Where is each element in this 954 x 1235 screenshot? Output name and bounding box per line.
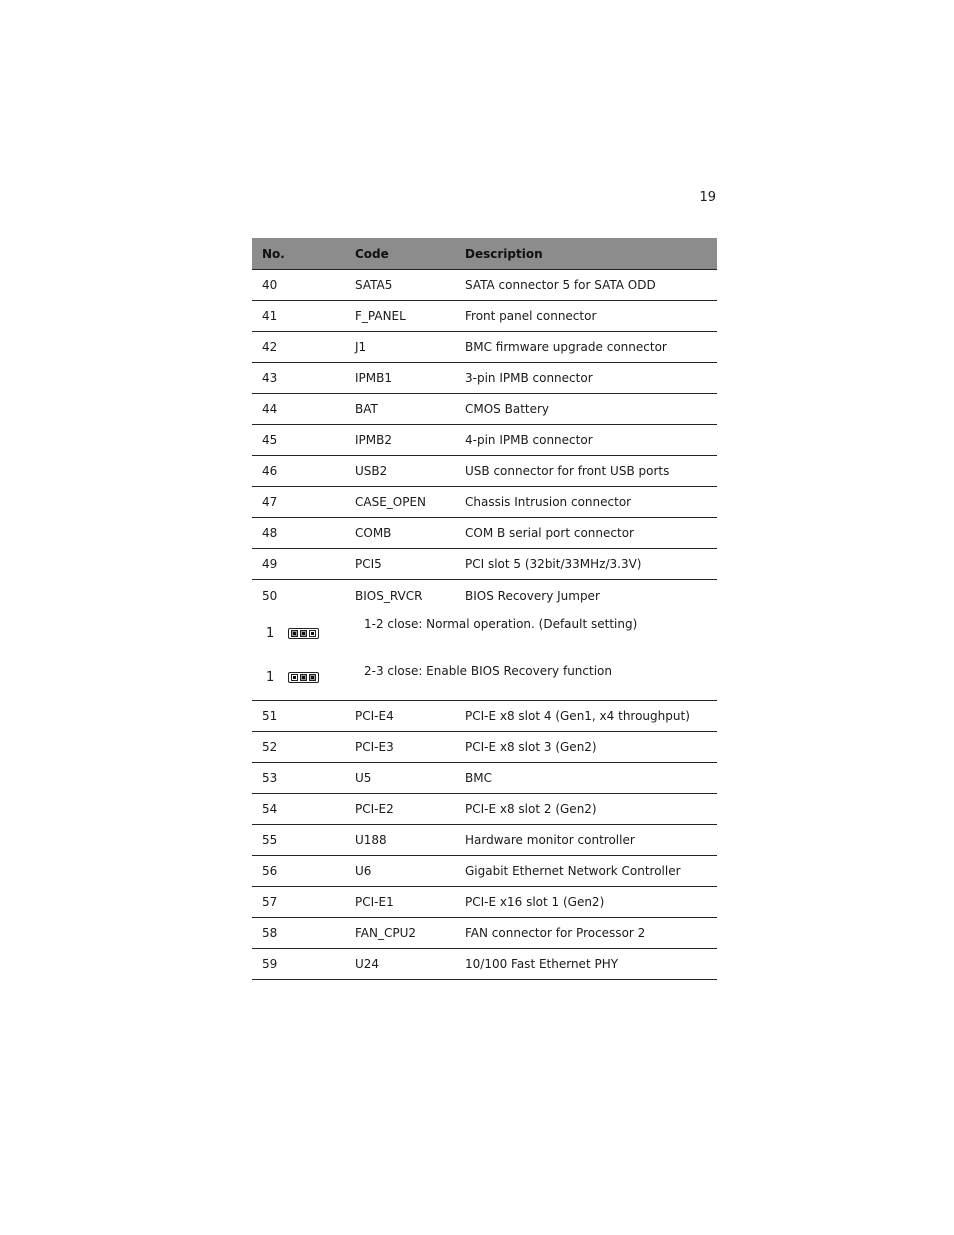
cell-code: PCI5 [355, 557, 382, 571]
cell-no: 41 [262, 309, 278, 323]
cell-no: 40 [262, 278, 278, 292]
cell-no: 43 [262, 371, 278, 385]
header-code: Code [355, 246, 389, 261]
cell-no: 47 [262, 495, 278, 509]
cell-code: PCI-E2 [355, 802, 394, 816]
table-row [252, 456, 717, 487]
cell-no: 48 [262, 526, 278, 540]
pin-icon [291, 674, 298, 681]
table-row [252, 363, 717, 394]
cell-code: U6 [355, 864, 372, 878]
table-row [252, 487, 717, 518]
cell-description: USB connector for front USB ports [465, 464, 670, 478]
table-row [252, 549, 717, 580]
table-header [252, 238, 717, 270]
table-row [252, 301, 717, 332]
cell-code: COMB [355, 526, 392, 540]
jumper-figure-2-3 [266, 670, 319, 685]
cell-no: 52 [262, 740, 278, 754]
cell-description: BMC [465, 771, 492, 785]
cell-no: 57 [262, 895, 278, 909]
cell-code: FAN_CPU2 [355, 926, 417, 940]
cell-description: PCI-E x8 slot 2 (Gen2) [465, 802, 597, 816]
jumper-settings [252, 611, 717, 701]
cell-code: PCI-E1 [355, 895, 394, 909]
pin-1-label: 1 [266, 626, 275, 641]
cell-no: 44 [262, 402, 278, 416]
table-body-top [252, 270, 717, 580]
cell-description: CMOS Battery [465, 402, 550, 416]
cell-code: USB2 [355, 464, 388, 478]
cell-no: 58 [262, 926, 278, 940]
table-row [252, 918, 717, 949]
cell-code: CASE_OPEN [355, 495, 427, 509]
cell-description: 10/100 Fast Ethernet PHY [465, 957, 619, 971]
cell-no: 59 [262, 957, 278, 971]
jumper-setting-1: 1-2 close: Normal operation. (Default setting) [364, 617, 638, 631]
table-row [252, 763, 717, 794]
cell-description: Chassis Intrusion connector [465, 495, 632, 509]
cell-code: U5 [355, 771, 372, 785]
cell-no: 51 [262, 709, 278, 723]
table-row [252, 518, 717, 549]
cell-code: PCI-E3 [355, 740, 394, 754]
pin-icon [309, 630, 316, 637]
cell-description: FAN connector for Processor 2 [465, 926, 646, 940]
pin-icon [309, 674, 316, 681]
cell-code: SATA5 [355, 278, 393, 292]
pin-1-label: 1 [266, 670, 275, 685]
cell-code: U24 [355, 957, 380, 971]
connector-table [252, 238, 717, 980]
cell-description: PCI-E x16 slot 1 (Gen2) [465, 895, 605, 909]
cell-no: 53 [262, 771, 278, 785]
cell-description: PCI slot 5 (32bit/33MHz/3.3V) [465, 557, 642, 571]
cell-description: Gigabit Ethernet Network Controller [465, 864, 681, 878]
table-row [252, 794, 717, 825]
pin-icon [300, 674, 307, 681]
table-row [252, 732, 717, 763]
cell-code: F_PANEL [355, 309, 406, 323]
pin-icon [300, 630, 307, 637]
cell-code: IPMB1 [355, 371, 392, 385]
cell-description: Front panel connector [465, 309, 597, 323]
jumper-header-icon [288, 672, 319, 683]
cell-no: 54 [262, 802, 278, 816]
cell-no: 42 [262, 340, 278, 354]
table-body-bottom [252, 701, 717, 980]
cell-code: BIOS_RVCR [355, 588, 423, 603]
cell-no: 45 [262, 433, 278, 447]
header-description: Description [465, 246, 543, 261]
cell-description: PCI-E x8 slot 3 (Gen2) [465, 740, 597, 754]
cell-description: 3-pin IPMB connector [465, 371, 593, 385]
table-row [252, 270, 717, 301]
cell-description: 4-pin IPMB connector [465, 433, 593, 447]
table-row [252, 856, 717, 887]
page-number: 19 [699, 190, 716, 205]
table-row [252, 949, 717, 980]
cell-no: 50 [262, 588, 278, 603]
table-row [252, 332, 717, 363]
header-no: No. [262, 246, 285, 261]
cell-no: 49 [262, 557, 278, 571]
cell-code: J1 [355, 340, 367, 354]
table-row [252, 394, 717, 425]
table-row [252, 825, 717, 856]
pin-icon [291, 630, 298, 637]
table-row [252, 701, 717, 732]
cell-description: PCI-E x8 slot 4 (Gen1, x4 throughput) [465, 709, 690, 723]
table-row [252, 887, 717, 918]
cell-description: COM B serial port connector [465, 526, 634, 540]
cell-description: BIOS Recovery Jumper [465, 588, 600, 603]
jumper-setting-2: 2-3 close: Enable BIOS Recovery function [364, 664, 612, 678]
cell-code: IPMB2 [355, 433, 392, 447]
cell-code: U188 [355, 833, 387, 847]
cell-no: 55 [262, 833, 278, 847]
cell-code: BAT [355, 402, 378, 416]
cell-description: Hardware monitor controller [465, 833, 635, 847]
cell-code: PCI-E4 [355, 709, 394, 723]
table-row [252, 425, 717, 456]
cell-description: SATA connector 5 for SATA ODD [465, 278, 656, 292]
cell-no: 56 [262, 864, 278, 878]
cell-no: 46 [262, 464, 278, 478]
jumper-header-icon [288, 628, 319, 639]
cell-description: BMC firmware upgrade connector [465, 340, 667, 354]
jumper-figure-1-2 [266, 626, 319, 641]
table-row [252, 580, 717, 611]
